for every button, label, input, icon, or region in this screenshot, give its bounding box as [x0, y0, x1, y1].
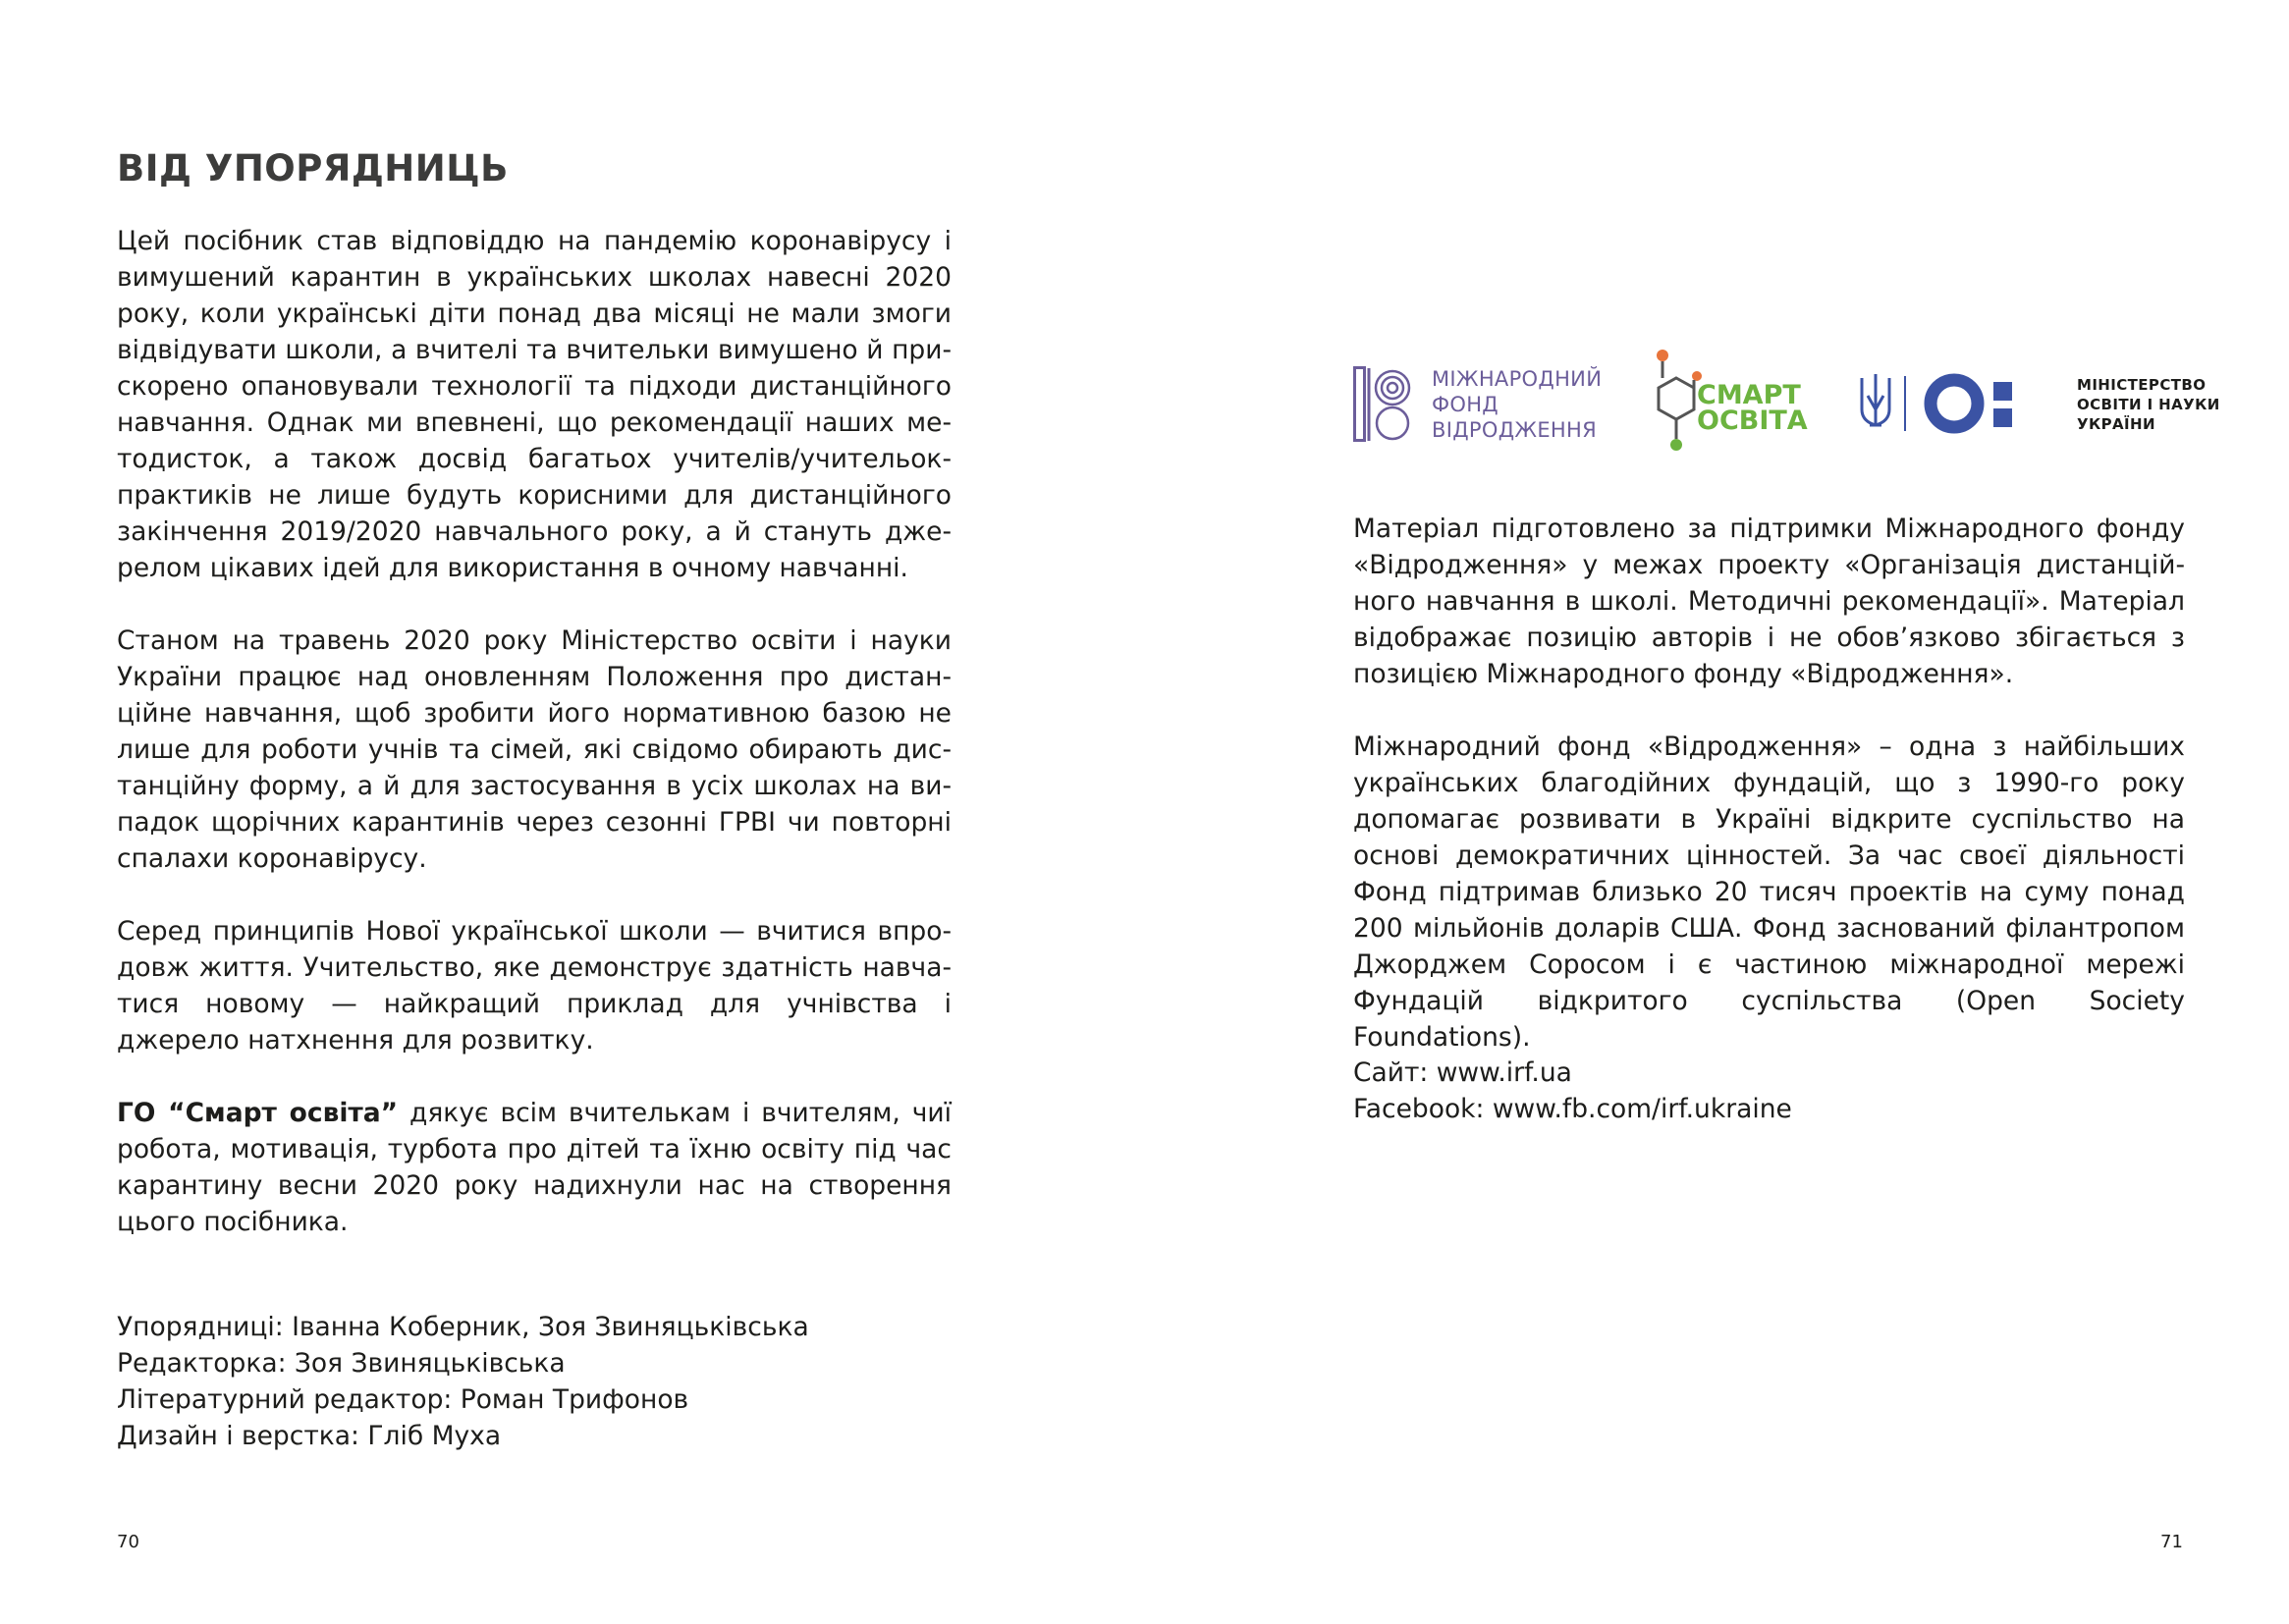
mon-logo-text	[2077, 375, 2220, 434]
credit-compilers: Упорядниці: Іванна Коберник, Зоя Звиняцьківська	[117, 1312, 809, 1342]
contact-site: Сайт: www.irf.ua	[1353, 1057, 1572, 1088]
thanks-text: дякує всім вчителькам і вчителям, чиї робота, мотивація, турбота про дітей та їхню освіту під час карантину весни 2020 року надихнули нас на створення цього посібника.	[117, 1098, 953, 1237]
paragraph-ministry: Станом на травень 2020 року Міністерство освіти і науки України працює над оновленням Положення про дистанційне навчання, щоб зробити його нормативною базою не лише для роботи учнів та сімей, які свідомо обирають дистанційну форму, а й для застосування в усіх школах на випадок щорічних карантинів через сезонні ГРВІ чи повторні спалахи коронавірусу.	[117, 625, 952, 874]
paragraph-nus-principles: Серед принципів Нової української школи — вчитися впродовж життя. Учительство, яке демонструє здатність навчатися новому — найкращий приклад для учнівства і джерело натхнення для розвитку.	[117, 916, 952, 1056]
paragraph-support-note: Матеріал підготовлено за підтримки Міжнародного фонду «Відродження» у межах проекту «Організація дистанційного навчання в школі. Методичні рекомендації». Матеріал відображає позицію авторів і не обов’язково збігається з позицією Міжнародного фонду «Відродження».	[1353, 514, 2185, 689]
irf-logo	[1353, 366, 1633, 445]
smart-osvita-molecule-icon	[1653, 349, 1702, 457]
credit-design: Дизайн і верстка: Гліб Муха	[117, 1421, 502, 1451]
partner-logos	[1353, 349, 2220, 457]
paragraph-thanks	[117, 1095, 952, 1240]
left-body-text	[117, 223, 952, 1240]
smart-logo-line2: ОСВІТА	[1697, 406, 1808, 436]
smart-osvita-logo-text	[1697, 380, 1808, 436]
page-heading: ВІД УПОРЯДНИЦЬ	[117, 147, 509, 189]
right-body-text	[1353, 511, 2185, 1092]
page-number-right: 71	[2160, 1532, 2183, 1552]
mon-logo-line2: ОСВІТИ І НАУКИ	[2077, 396, 2220, 413]
mon-logo-line3: УКРАЇНИ	[2077, 415, 2155, 433]
contacts-block	[1353, 1055, 1792, 1127]
trident-icon	[1856, 370, 2072, 439]
irf-logo-line3: ВІДРОДЖЕННЯ	[1432, 418, 1597, 442]
irf-logo-text	[1432, 366, 1602, 443]
smart-logo-line1: СМАРТ	[1697, 380, 1801, 410]
mon-logo-line1: МІНІСТЕРСТВО	[2077, 376, 2207, 394]
credits-block	[117, 1309, 809, 1454]
smart-osvita-logo	[1653, 349, 1820, 457]
contact-facebook: Facebook: www.fb.com/irf.ukraine	[1353, 1094, 1792, 1124]
credit-literary-editor: Літературний редактор: Роман Трифонов	[117, 1384, 689, 1415]
irf-logo-line1: МІЖНАРОДНИЙ	[1432, 367, 1603, 391]
irf-logo-icon	[1353, 366, 1418, 445]
paragraph-irf-about: Міжнародний фонд «Відродження» – одна з найбільших українських благодійних фундацій, що з 1990-го року допомагає розвивати в Україні відкрите суспільство на основі демократичних цінностей. За час своєї діяльності Фонд підтримав близько 20 тисяч проектів на суму понад 200 мільйонів доларів США. Фонд заснований філантропом Джорджем Соросом і є частиною міжнародної мережі Фундацій відкритого суспільства (Open Society Foundations).	[1353, 731, 2185, 1053]
paragraph-intro: Цей посібник став відповіддю на пандемію коронавірусу і вимушений карантин в українських школах навесні 2020 року, коли українські діти понад два місяці не мали змоги відвідувати школи, а вчителі та вчительки вимушено й прискорено опановували технології та підходи дистанційного навчання. Однак ми впевнені, що рекомендації наших методисток, а також досвід багатьох учителів/учительок-практиків не лише будуть корисними для дистанційного закінчення 2019/2020 навчального року, а й стануть джерелом цікавих ідей для використання в очному навчанні.	[117, 226, 952, 583]
thanks-org-name: ГО “Смарт освіта”	[117, 1098, 399, 1128]
page-number-left: 70	[117, 1532, 139, 1552]
credit-editor: Редакторка: Зоя Звиняцьківська	[117, 1348, 566, 1379]
mon-logo	[1856, 370, 2220, 439]
irf-logo-line2: ФОНД	[1432, 393, 1499, 416]
